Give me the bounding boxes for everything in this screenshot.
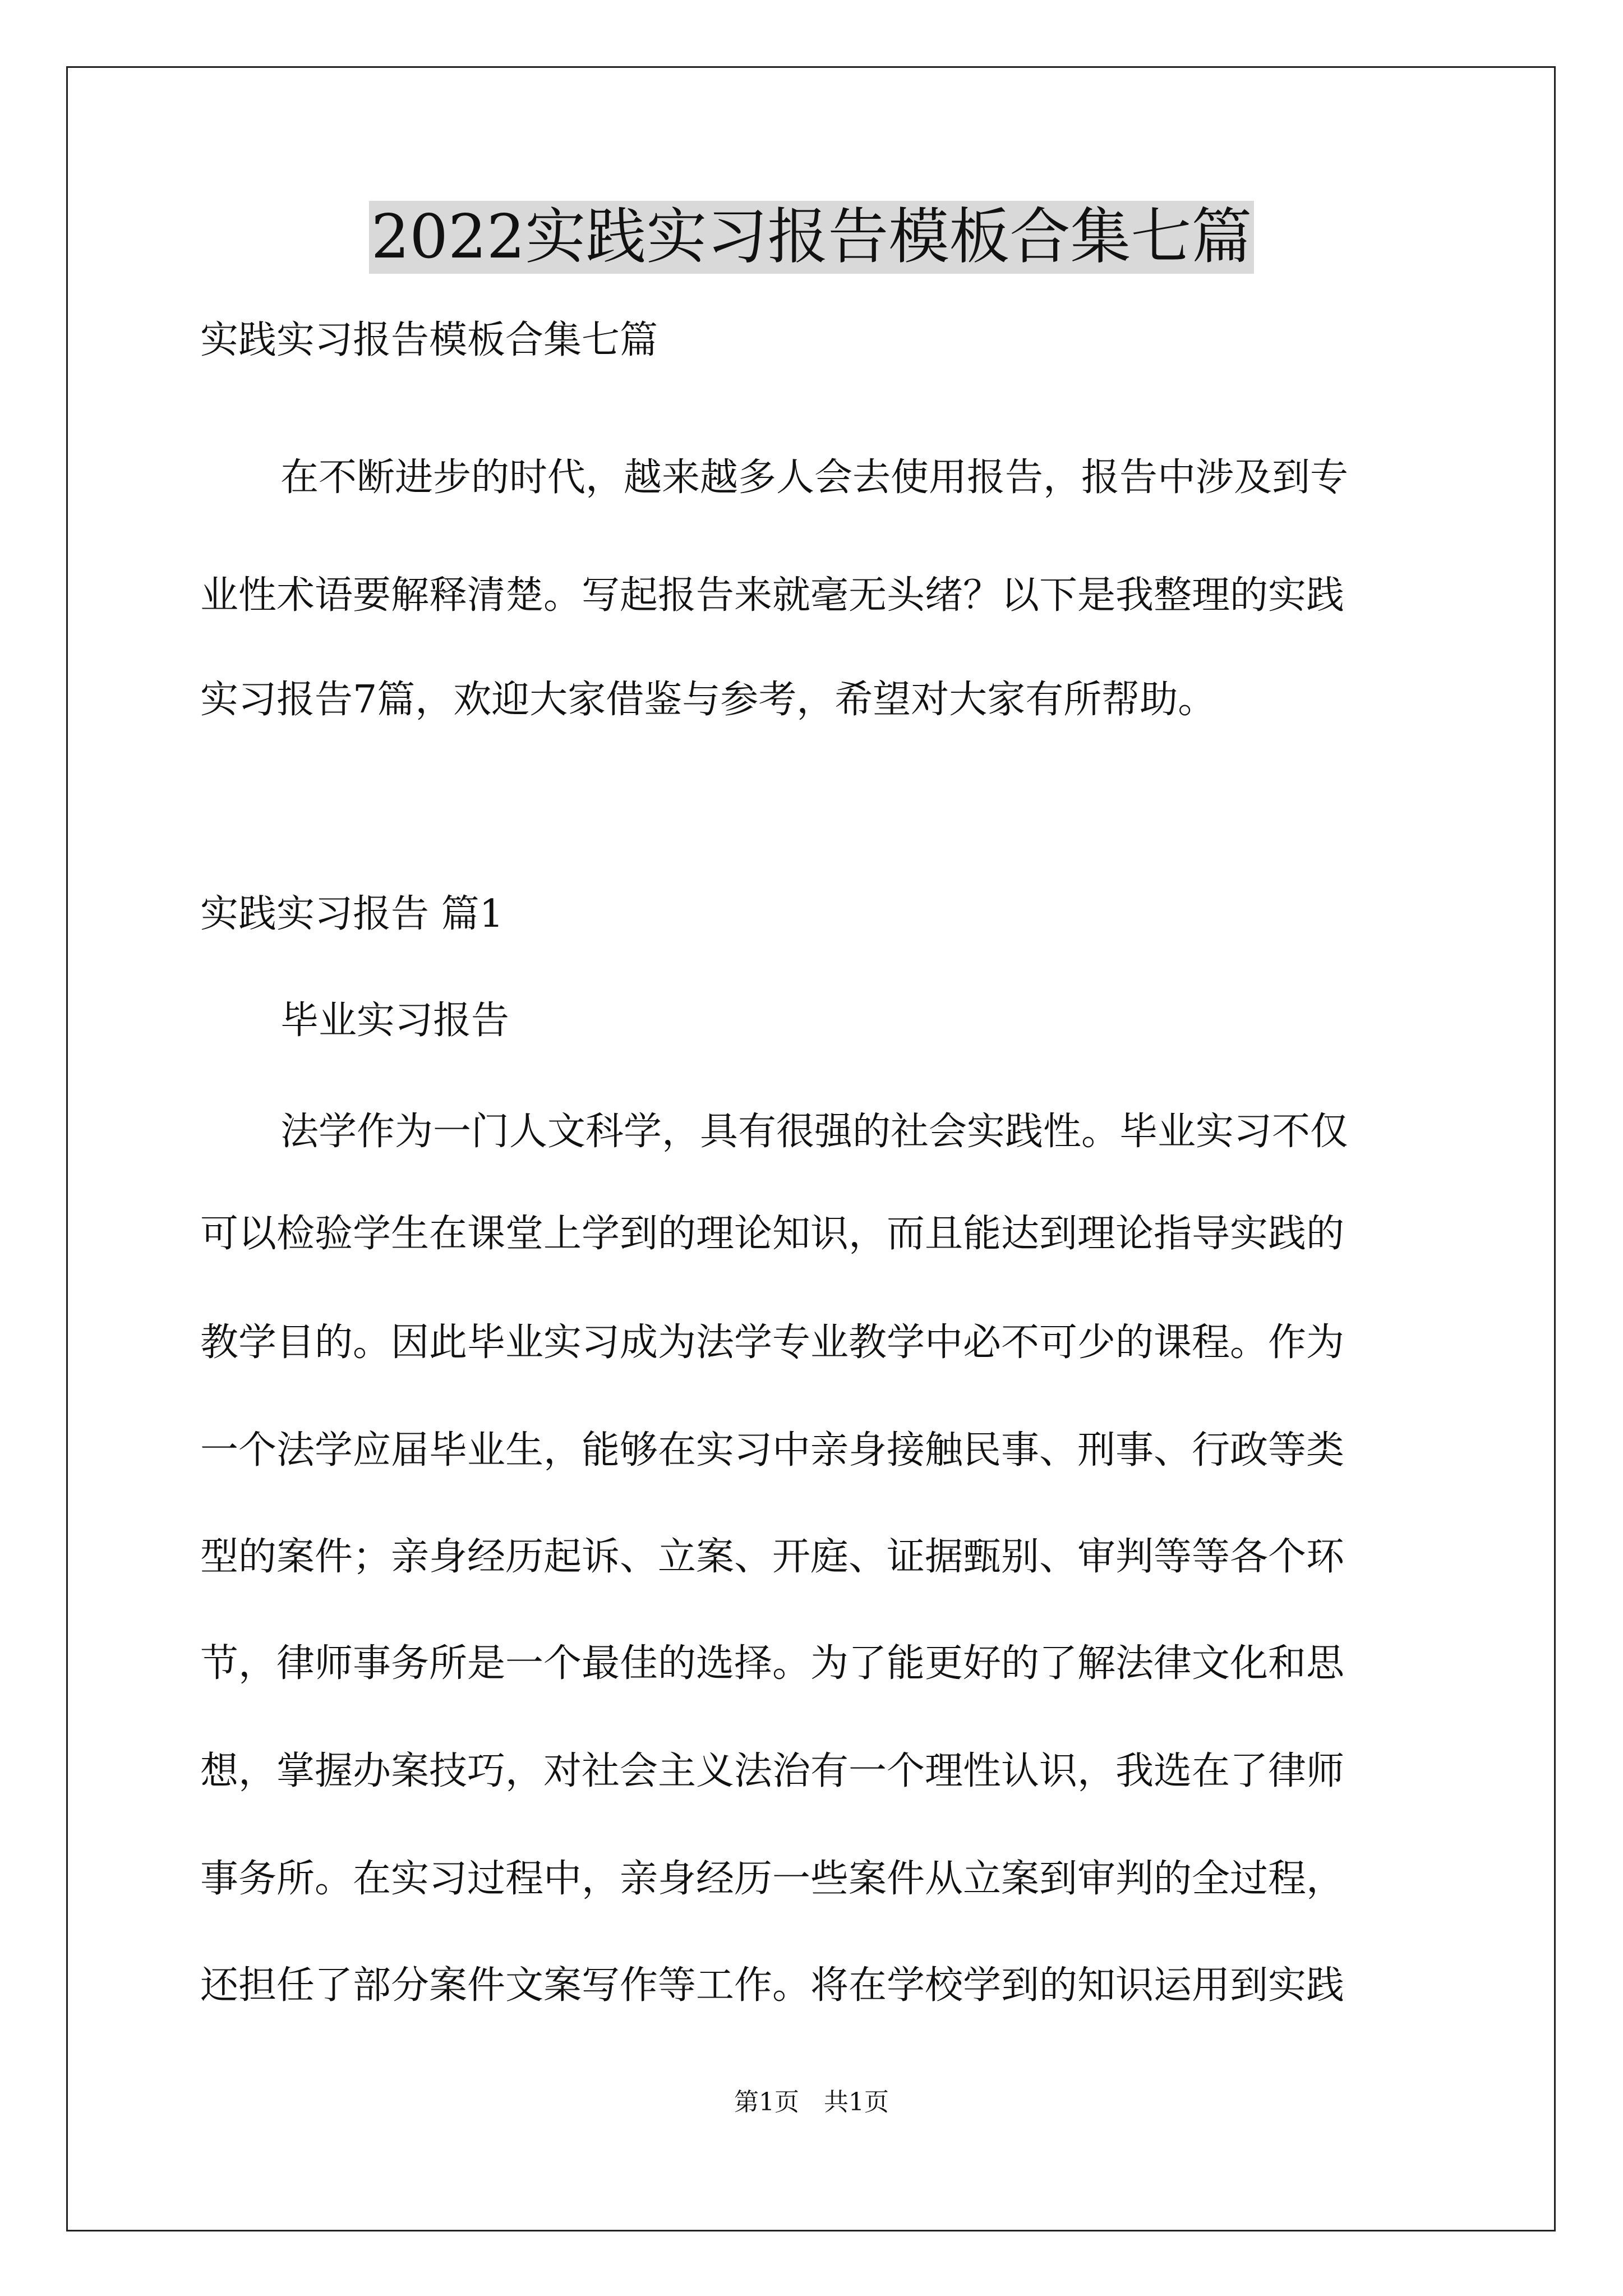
- body-line-6: 节，律师事务所是一个最佳的选择。为了能更好的了解法律文化和思: [200, 1641, 1345, 1686]
- intro-line-1: 在不断进步的时代，越来越多人会去使用报告，报告中涉及到专: [280, 455, 1349, 500]
- page-footer: [0, 2087, 1623, 2118]
- title-container: [0, 201, 1623, 274]
- page-number: 第1页: [734, 2088, 799, 2116]
- body-line-4: 一个法学应届毕业生，能够在实习中亲身接触民事、刑事、行政等类: [200, 1428, 1345, 1473]
- section-heading: 实践实习报告 篇1: [200, 892, 504, 936]
- intro-line-2: 业性术语要解释清楚。写起报告来就毫无头绪？以下是我整理的实践: [200, 573, 1345, 618]
- document-title: 2022实践实习报告模板合集七篇: [369, 201, 1255, 274]
- body-line-8: 事务所。在实习过程中，亲身经历一些案件从立案到审判的全过程，: [200, 1857, 1345, 1901]
- section-subtitle: 毕业实习报告: [280, 999, 510, 1043]
- body-line-5: 型的案件；亲身经历起诉、立案、开庭、证据甄别、审判等等各个环: [200, 1535, 1345, 1579]
- document-subtitle: 实践实习报告模板合集七篇: [200, 318, 658, 362]
- intro-line-3: 实习报告7篇，欢迎大家借鉴与参考，希望对大家有所帮助。: [200, 678, 1216, 722]
- body-line-3: 教学目的。因此毕业实习成为法学专业教学中必不可少的课程。作为: [200, 1320, 1345, 1365]
- body-line-7: 想，掌握办案技巧，对社会主义法治有一个理性认识，我选在了律师: [200, 1749, 1345, 1793]
- body-line-9: 还担任了部分案件文案写作等工作。将在学校学到的知识运用到实践: [200, 1963, 1345, 2008]
- page-total: 共1页: [824, 2088, 889, 2116]
- body-line-1: 法学作为一门人文科学，具有很强的社会实践性。毕业实习不仅: [280, 1110, 1349, 1154]
- body-line-2: 可以检验学生在课堂上学到的理论知识，而且能达到理论指导实践的: [200, 1212, 1345, 1256]
